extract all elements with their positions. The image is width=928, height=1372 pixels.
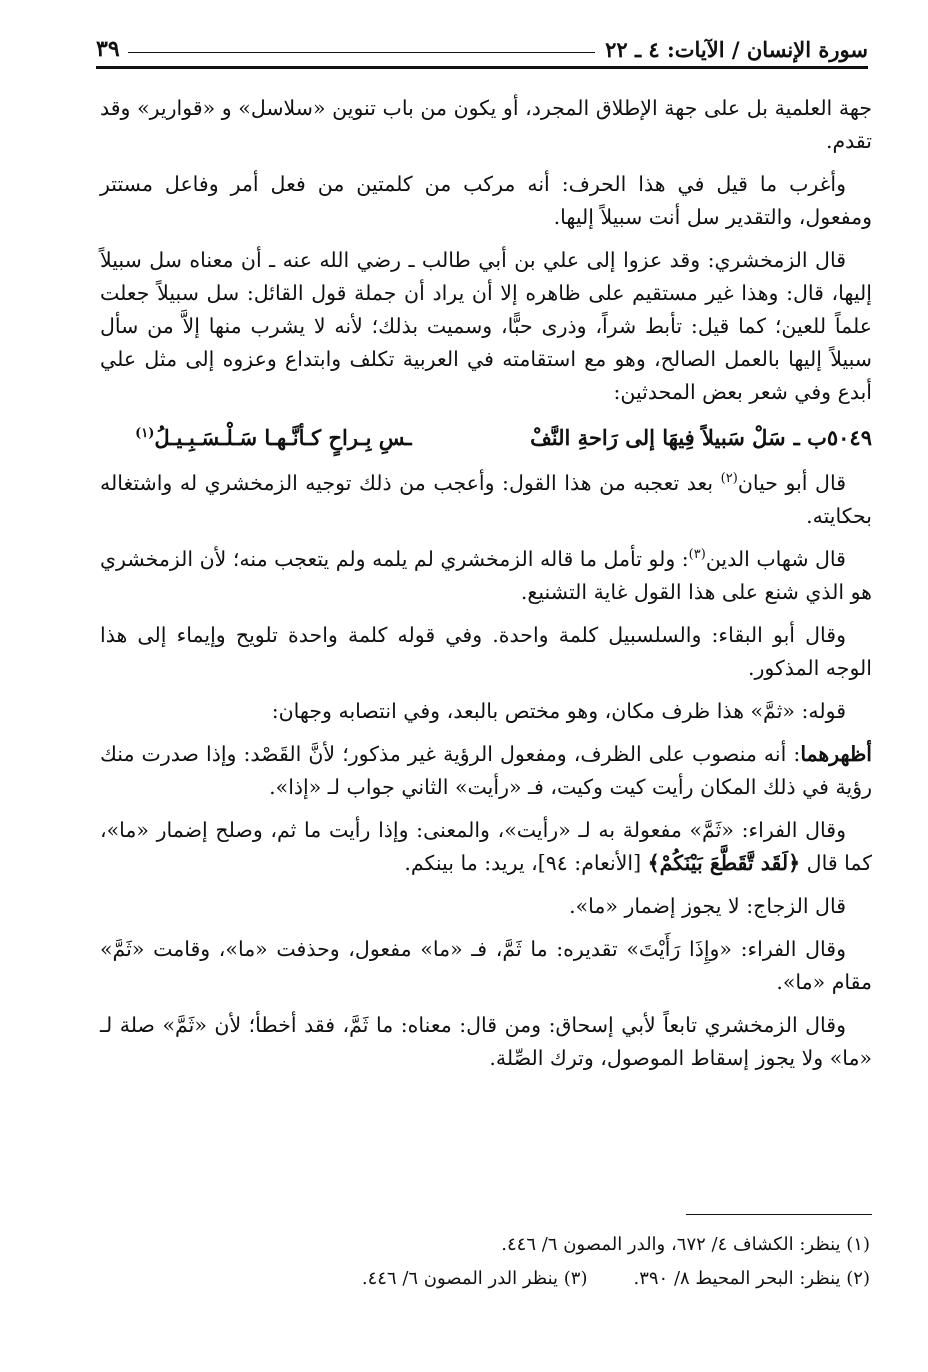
footnote-3: (٣) ينظر الدر المصون ٦/ ٤٤٦. xyxy=(361,1268,588,1289)
paragraph-4-text-a: قال أبو حيان xyxy=(737,471,846,495)
footnote-ref-3[interactable]: (٣) xyxy=(688,547,706,563)
verse-hemistich-2 xyxy=(100,419,412,457)
footnote-divider xyxy=(686,1214,872,1215)
footnote-2: (٢) ينظر: البحر المحيط ٨/ ٣٩٠. xyxy=(633,1268,870,1289)
header-divider xyxy=(96,66,868,69)
paragraph-5-text-b: : ولو تأمل ما قاله الزمخشري لم يلمه ولم يتعجب منه؛ لأن الزمخشري هو الذي شنع على هذا القول غاية التشنيع. xyxy=(100,547,872,604)
footnote-ref-2[interactable]: (٢) xyxy=(720,471,738,487)
paragraph-6: وقال أبو البقاء: والسلسبيل كلمة واحدة. وفي قوله كلمة واحدة تلويح وإيماء إلى هذا الوجه المذكور. xyxy=(100,623,872,680)
header-inline-rule xyxy=(128,52,595,53)
footnote-row-1 xyxy=(100,1228,872,1262)
paragraph-5 xyxy=(100,543,872,609)
paragraph-4-text-b: بعد تعجبه من هذا القول: وأعجب من ذلك توجيه الزمخشري له واشتغاله بحكايته. xyxy=(100,471,872,528)
paragraph-1: جهة العلمية بل على جهة الإطلاق المجرد، أو يكون من باب تنوين «سلاسل» و «قوارير» وقد تقدم. xyxy=(100,96,872,153)
paragraph-8 xyxy=(100,738,872,804)
running-header xyxy=(96,26,868,62)
page-number: ٣٩ xyxy=(96,36,120,62)
paragraph-5-text-a: قال شهاب الدين xyxy=(705,547,846,571)
verse-number: ٥٠٤٩ب ـ xyxy=(793,425,872,450)
paragraph-3: قال الزمخشري: وقد عزوا إلى علي بن أبي طالب ـ رضي الله عنه ـ أن معناه سل سبيلاً إليها، قال: وهذا غير مستقيم على ظاهره إلا أن يراد أن جملة قول القائل: سل سبيلاً جعلت علماً للعين؛ كما قيل: تأبط شراً، وذرى حبًّا، وسميت بذلك؛ لأنه لا يشرب منها إلاَّ من سأل سبيلاً إليها بالعمل الصالح، وهو مع استقامته في العربية تكلف وابتداع وعزوه إلى مثل علي أبدع وفي شعر بعض المحدثين: xyxy=(100,248,872,404)
footnote-ref-1[interactable]: (١) xyxy=(135,426,155,441)
paragraph-11: وقال الفراء: «وإِذَا رَأَيْتَ» تقديره: ما ثَمَّ، فـ «ما» مفعول، وحذفت «ما»، وقامت «ثَمَّ» مقام «ما». xyxy=(100,937,872,994)
footnotes xyxy=(100,1228,872,1296)
verse-hemistich-2-text: ـسِ بِـراحٍ كـأنَّـهـا سَـلْـسَـبِـيـلُ xyxy=(154,425,412,450)
paragraph-9-text-a: وقال الفراء: «ثَمَّ» مفعولة به لـ «رأيت»، والمعنى: وإذا رأيت ما ثم، وصلح إضمار «ما»، كما قال xyxy=(100,818,872,875)
paragraph-8-bold-term: أظهرهما xyxy=(800,742,872,766)
paragraph-9-text-b: [الأنعام: ٩٤]، يريد: ما بينكم. xyxy=(404,851,648,875)
paragraph-12: وقال الزمخشري تابعاً لأبي إسحاق: ومن قال: معناه: ما ثَمَّ، فقد أخطأ؛ لأن «ثَمَّ» صلة لـ «ما» ولا يجوز إسقاط الموصول، وترك الصِّلة. xyxy=(100,1013,872,1070)
paragraph-4 xyxy=(100,467,872,533)
verse-hemistich-1: سَلْ سَبيلاً فِيهَا إلى رَاحةِ النَّفْ xyxy=(530,425,786,450)
poem-verse xyxy=(100,419,872,457)
paragraph-8-text: : أنه منصوب على الظرف، ومفعول الرؤية غير مذكور؛ لأنَّ القَصْد: وإذا صدرت منك رؤية في ذلك المكان رأيت كيت وكيت، فـ «رأيت» الثاني جواب لـ «إذا». xyxy=(100,742,872,799)
quran-quote: ﴿لَقَد تَّقَطَّعَ بَيْنَكُمْ﴾ xyxy=(647,851,801,875)
paragraph-7: قوله: «ثمَّ» هذا ظرف مكان، وهو مختص بالبعد، وفي انتصابه وجهان: xyxy=(271,699,846,723)
paragraph-10: قال الزجاج: لا يجوز إضمار «ما». xyxy=(569,894,846,918)
header-title: سورة الإنسان / الآيات: ٤ ـ ٢٢ xyxy=(605,37,868,62)
paragraph-2: وأغرب ما قيل في هذا الحرف: أنه مركب من كلمتين من فعل أمر وفاعل مستتر ومفعول، والتقدير سل أنت سبيلاً إليها. xyxy=(100,172,872,229)
paragraph-9 xyxy=(100,814,872,880)
main-text xyxy=(100,92,872,1085)
footnote-1: (١) ينظر: الكشاف ٤/ ٦٧٢، والدر المصون ٦/ ٤٤٦. xyxy=(501,1234,870,1255)
footnote-row-2 xyxy=(100,1262,872,1296)
